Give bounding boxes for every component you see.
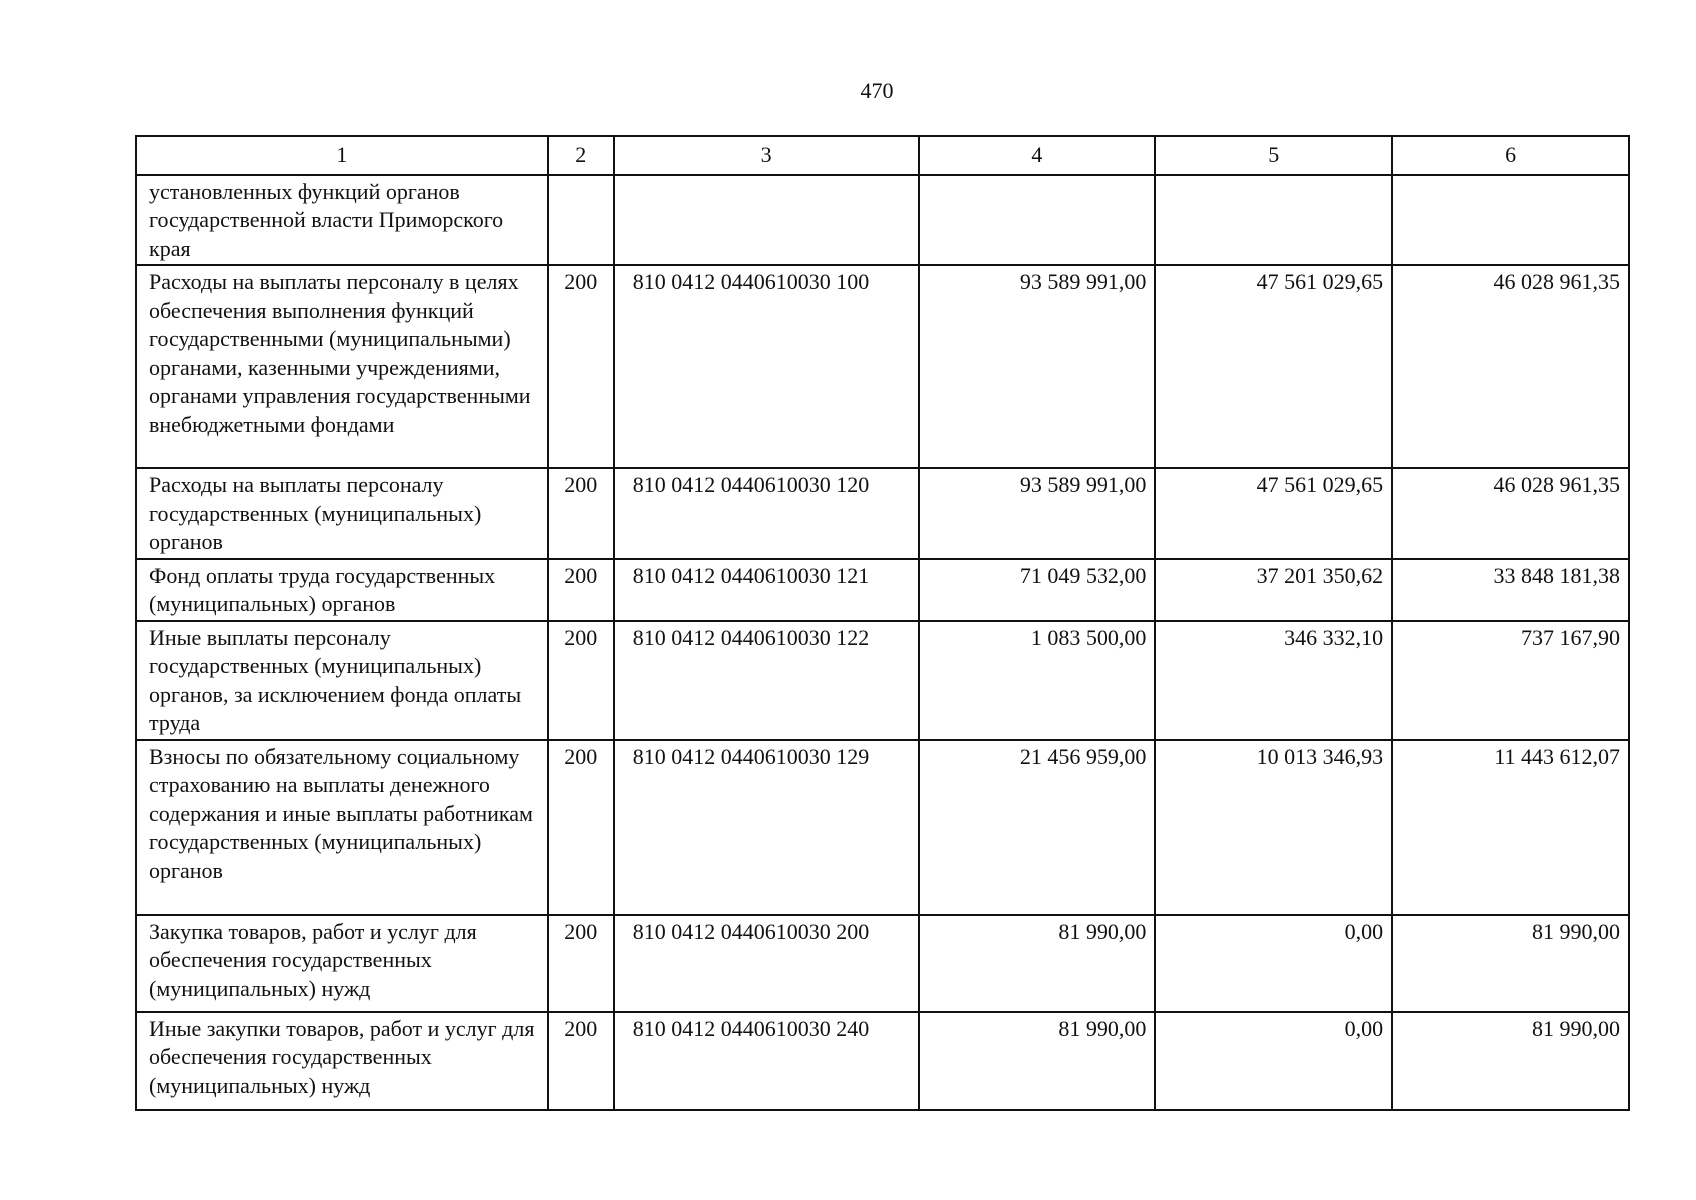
row-remaining-amount [1392, 175, 1629, 266]
column-header-3: 3 [614, 136, 919, 175]
row-name: Иные закупки товаров, работ и услуг для обеспечения государственных (муниципальных) нужд [136, 1012, 548, 1110]
row-admin-code: 200 [548, 1012, 614, 1110]
column-header-6: 6 [1392, 136, 1629, 175]
page-number: 470 [860, 78, 894, 103]
row-budget-code: 810 0412 0440610030 120 [614, 468, 919, 559]
row-name: Взносы по обязательному социальному страхованию на выплаты денежного содержания и иные выплаты работникам государственных (муниципальных) органов [136, 740, 548, 915]
row-budget-code: 810 0412 0440610030 122 [614, 621, 919, 740]
row-admin-code [548, 175, 614, 266]
row-planned-amount [919, 175, 1156, 266]
row-admin-code: 200 [548, 740, 614, 915]
row-remaining-amount: 11 443 612,07 [1392, 740, 1629, 915]
row-admin-code: 200 [548, 621, 614, 740]
row-admin-code: 200 [548, 915, 614, 1012]
table-row [136, 740, 1629, 915]
column-header-4: 4 [919, 136, 1156, 175]
row-name: Расходы на выплаты персоналу государственных (муниципальных) органов [136, 468, 548, 559]
row-executed-amount: 47 561 029,65 [1155, 468, 1392, 559]
row-name: Иные выплаты персоналу государственных (муниципальных) органов, за исключением фонда оплаты труда [136, 621, 548, 740]
row-planned-amount: 81 990,00 [919, 1012, 1156, 1110]
row-executed-amount [1155, 175, 1392, 266]
table-row [136, 265, 1629, 468]
row-admin-code: 200 [548, 265, 614, 468]
row-budget-code: 810 0412 0440610030 100 [614, 265, 919, 468]
row-name: Фонд оплаты труда государственных (муниципальных) органов [136, 559, 548, 621]
row-remaining-amount: 46 028 961,35 [1392, 265, 1629, 468]
table-header-row [136, 136, 1629, 175]
row-executed-amount: 37 201 350,62 [1155, 559, 1392, 621]
row-admin-code: 200 [548, 468, 614, 559]
row-budget-code: 810 0412 0440610030 121 [614, 559, 919, 621]
row-budget-code: 810 0412 0440610030 129 [614, 740, 919, 915]
row-budget-code: 810 0412 0440610030 240 [614, 1012, 919, 1110]
row-planned-amount: 93 589 991,00 [919, 265, 1156, 468]
row-admin-code: 200 [548, 559, 614, 621]
row-remaining-amount: 81 990,00 [1392, 1012, 1629, 1110]
row-executed-amount: 47 561 029,65 [1155, 265, 1392, 468]
row-remaining-amount: 737 167,90 [1392, 621, 1629, 740]
row-remaining-amount: 81 990,00 [1392, 915, 1629, 1012]
table-row [136, 621, 1629, 740]
row-executed-amount: 0,00 [1155, 915, 1392, 1012]
row-planned-amount: 81 990,00 [919, 915, 1156, 1012]
table-row [136, 915, 1629, 1012]
row-budget-code: 810 0412 0440610030 200 [614, 915, 919, 1012]
row-planned-amount: 93 589 991,00 [919, 468, 1156, 559]
row-budget-code [614, 175, 919, 266]
row-name: установленных функций органов государственной власти Приморского края [136, 175, 548, 266]
table-row [136, 175, 1629, 266]
row-remaining-amount: 46 028 961,35 [1392, 468, 1629, 559]
row-executed-amount: 0,00 [1155, 1012, 1392, 1110]
row-planned-amount: 21 456 959,00 [919, 740, 1156, 915]
column-header-5: 5 [1155, 136, 1392, 175]
row-planned-amount: 71 049 532,00 [919, 559, 1156, 621]
column-header-2: 2 [548, 136, 614, 175]
row-executed-amount: 346 332,10 [1155, 621, 1392, 740]
table-row [136, 1012, 1629, 1110]
row-executed-amount: 10 013 346,93 [1155, 740, 1392, 915]
row-planned-amount: 1 083 500,00 [919, 621, 1156, 740]
row-remaining-amount: 33 848 181,38 [1392, 559, 1629, 621]
budget-table [135, 135, 1630, 1111]
table-row [136, 468, 1629, 559]
row-name: Расходы на выплаты персоналу в целях обеспечения выполнения функций государственными (муниципальными) органами, казенными учреждениями, органами управления государственными внебюджетными фондами [136, 265, 548, 468]
column-header-1: 1 [136, 136, 548, 175]
row-name: Закупка товаров, работ и услуг для обеспечения государственных (муниципальных) нужд [136, 915, 548, 1012]
table-row [136, 559, 1629, 621]
